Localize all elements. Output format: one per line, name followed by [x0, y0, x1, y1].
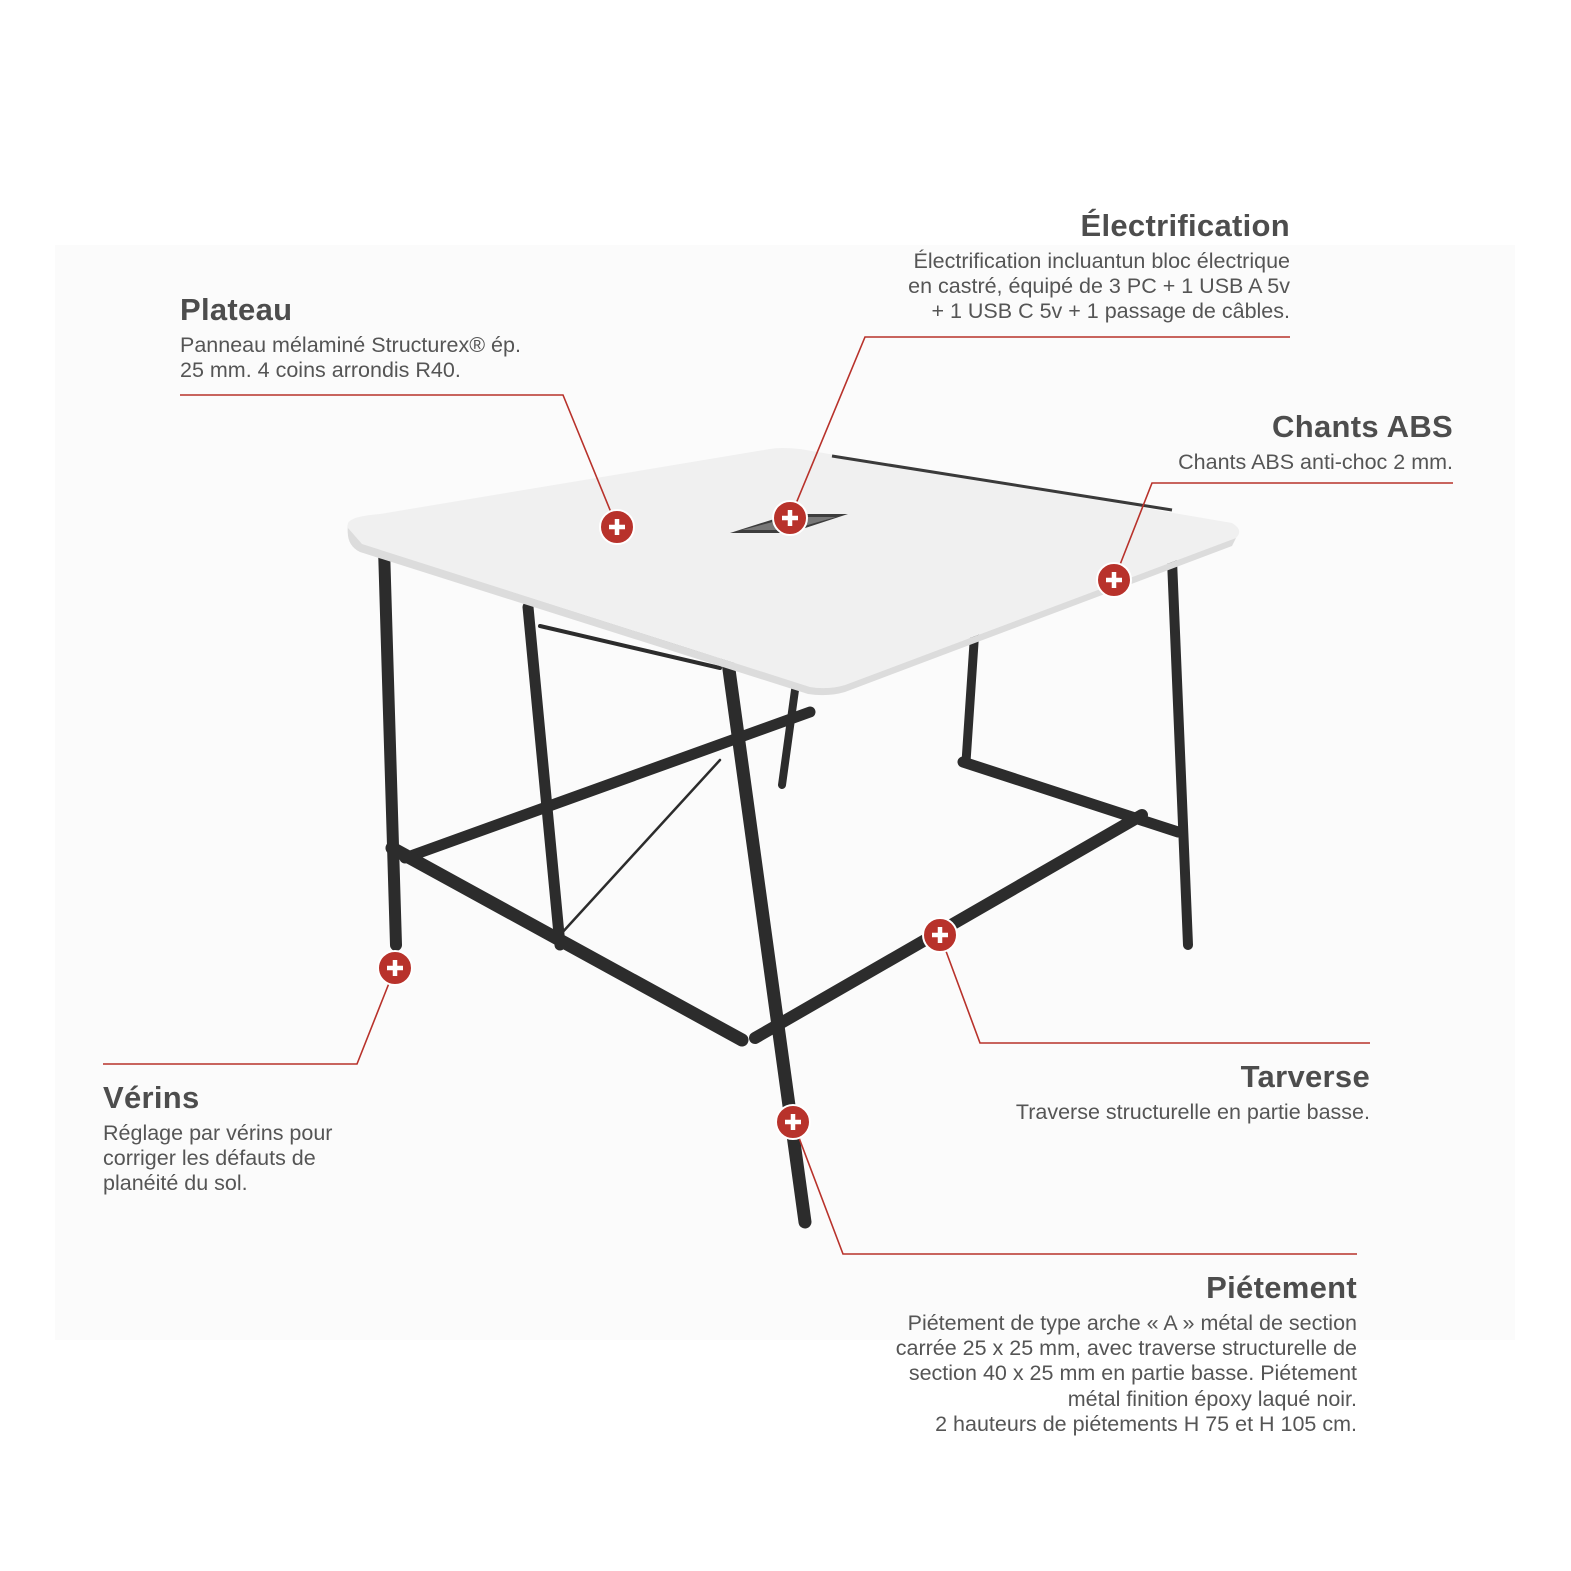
callout-desc: Traverse structurelle en partie basse.	[1015, 1099, 1370, 1124]
brace-wire	[560, 760, 720, 935]
hotspot-verins[interactable]	[378, 951, 412, 985]
callout-desc: Chants ABS anti-choc 2 mm.	[1178, 449, 1453, 474]
callout-title: Chants ABS	[1272, 409, 1453, 444]
back-rail	[963, 762, 1178, 832]
hotspot-traverse[interactable]	[923, 918, 957, 952]
callout-desc: Réglage par vérins pour corriger les défauts de planéité du sol.	[103, 1120, 333, 1196]
front-rail	[392, 848, 742, 1040]
leader-pietement	[793, 1122, 1357, 1254]
callout-chants	[1178, 409, 1453, 475]
callout-title: Piétement	[1206, 1270, 1357, 1305]
callout-electrification	[908, 208, 1290, 325]
left-front-leg	[384, 548, 396, 945]
left-inner-leg	[528, 607, 560, 945]
callout-desc: Électrification incluantun bloc électrique en castré, équipé de 3 PC + 1 USB A 5v + 1 USB C 5v + 1 passage de câbles.	[908, 248, 1290, 324]
callout-verins	[103, 1080, 332, 1197]
hotspot-electrification[interactable]	[773, 501, 807, 535]
leader-traverse	[940, 935, 1370, 1043]
hotspot-plateau[interactable]	[600, 510, 634, 544]
callout-title: Tarverse	[1240, 1059, 1370, 1094]
center-leg	[782, 690, 795, 785]
hotspot-pietement[interactable]	[776, 1105, 810, 1139]
callout-title: Électrification	[1080, 208, 1290, 243]
callout-desc: Piétement de type arche « A » métal de section carrée 25 x 25 mm, avec traverse structurelle de section 40 x 25 mm en partie basse. Piétement métal finition époxy laqué noir. 2 hauteurs de piétements H 75 et H 105 cm.	[895, 1310, 1357, 1437]
back-inner-leg	[966, 628, 975, 762]
callout-traverse	[1016, 1059, 1370, 1125]
back-right-leg	[1172, 560, 1188, 945]
callout-desc: Panneau mélaminé Structurex® ép. 25 mm. 4 coins arrondis R40.	[180, 332, 521, 382]
hotspot-chants[interactable]	[1097, 563, 1131, 597]
callout-pietement	[896, 1270, 1357, 1437]
leader-verins	[103, 968, 395, 1064]
callout-title: Vérins	[103, 1080, 200, 1115]
callout-plateau	[180, 292, 521, 383]
callout-title: Plateau	[180, 292, 293, 327]
